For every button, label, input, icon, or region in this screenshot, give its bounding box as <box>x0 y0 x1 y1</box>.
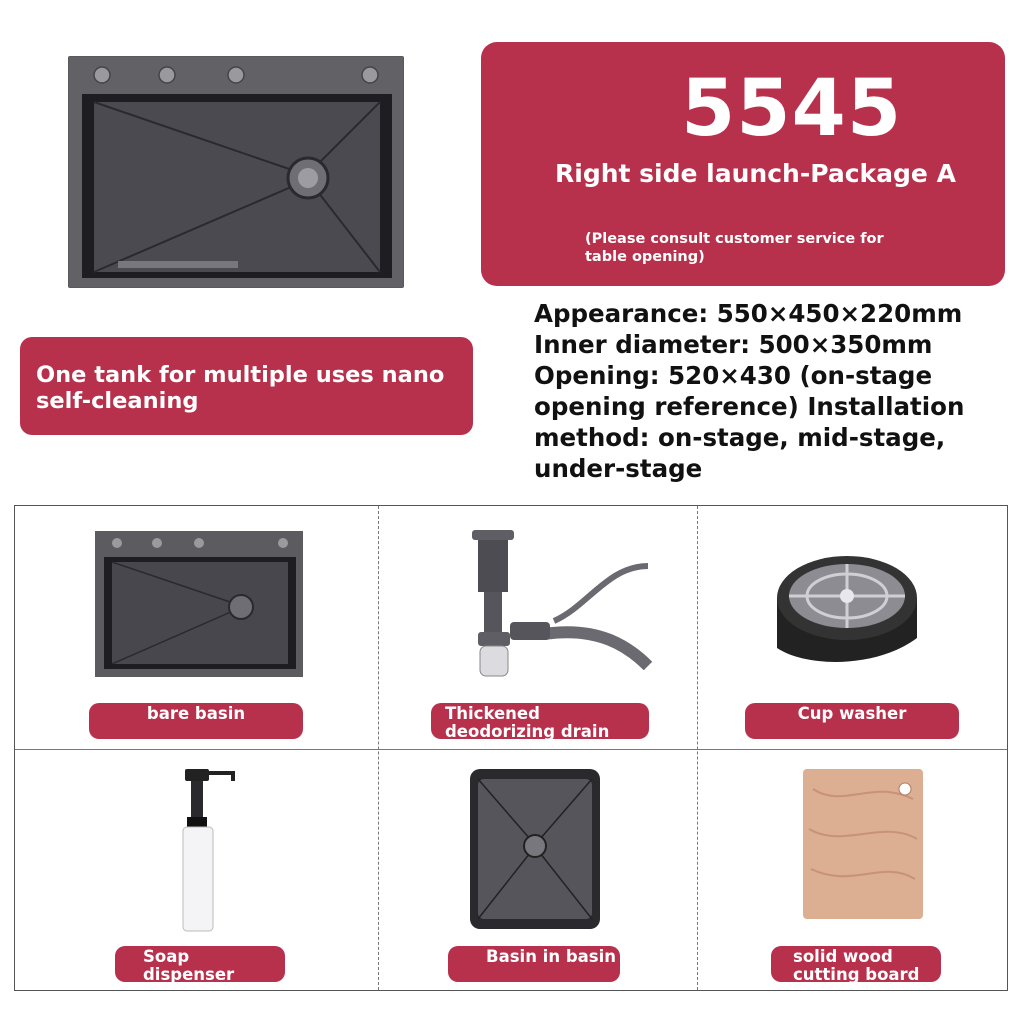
model-number: 5545 <box>681 64 903 154</box>
item-label: Cup washer <box>745 703 959 739</box>
item-label: solid wood cutting board <box>771 946 941 982</box>
item-label: Soap dispenser <box>115 946 285 982</box>
feature-text: One tank for multiple uses nano self-cleaning <box>36 362 445 414</box>
item-bare-basin <box>15 506 346 749</box>
cutting-board-icon <box>803 769 923 919</box>
item-cutting-board <box>697 749 1024 992</box>
item-basin-in-basin <box>378 749 709 992</box>
item-deodorizing-drain <box>378 506 709 749</box>
package-title: Right side launch-Package A <box>555 159 956 188</box>
item-label: Thickened deodorizing drain <box>431 703 649 739</box>
package-items-grid <box>14 505 1008 991</box>
item-soap-dispenser <box>15 749 346 992</box>
specifications-text: Appearance: 550×450×220mm Inner diameter: 500×350mm Opening: 520×430 (on-stage opening reference) Installation method: on-stage, mid-stage, under-stage <box>534 299 965 483</box>
item-label: Basin in basin <box>448 946 620 982</box>
drain-icon <box>458 526 658 691</box>
sink-icon <box>95 531 303 677</box>
feature-tag <box>20 337 473 435</box>
title-panel <box>481 42 1005 286</box>
cup-washer-icon <box>767 538 927 688</box>
soap-dispenser-icon <box>175 767 245 937</box>
item-label: bare basin <box>89 703 303 739</box>
sink-product-image <box>68 56 404 288</box>
item-cup-washer <box>697 506 1024 749</box>
inner-basin-icon <box>470 769 600 929</box>
consult-note: (Please consult customer service for table opening) <box>585 231 884 265</box>
